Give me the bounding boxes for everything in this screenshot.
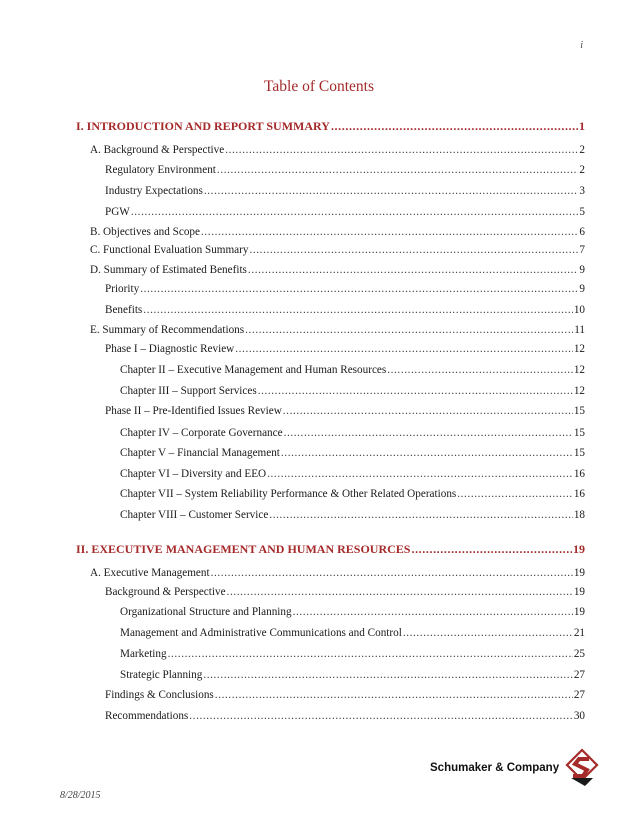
leader-dots — [267, 467, 573, 481]
leader-dots — [227, 585, 573, 599]
leader-dots — [189, 709, 573, 723]
leader-dots — [143, 303, 573, 317]
footer-date: 8/28/2015 — [60, 790, 101, 801]
brand-footer — [430, 748, 599, 788]
leader-dots — [283, 404, 573, 418]
toc-entry-chapter-1[interactable]: I. INTRODUCTION AND REPORT SUMMARY ..... 1 — [76, 119, 585, 133]
page-number: i — [580, 40, 583, 51]
toc-entry[interactable]: Chapter IV – Corporate Governance ..... 15 — [120, 426, 585, 440]
leader-dots — [403, 626, 573, 640]
toc-entry[interactable]: Phase II – Pre-Identified Issues Review ..... 15 — [105, 404, 585, 418]
leader-dots — [131, 205, 579, 219]
leader-dots — [211, 566, 573, 580]
toc-title: Table of Contents — [264, 78, 374, 95]
toc-entry[interactable]: Organizational Structure and Planning ..... 19 — [120, 605, 585, 619]
toc-entry[interactable]: Recommendations ..... 30 — [105, 709, 585, 723]
leader-dots — [217, 163, 578, 177]
toc-entry[interactable]: C. Functional Evaluation Summary ..... 7 — [90, 243, 585, 257]
toc-entry[interactable]: Chapter II – Executive Management and Human Resources ..... 12 — [120, 363, 585, 377]
leader-dots — [225, 143, 578, 157]
leader-dots — [293, 605, 573, 619]
toc-entry[interactable]: A. Executive Management ..... 19 — [90, 566, 585, 580]
toc-entry[interactable]: B. Objectives and Scope ..... 6 — [90, 225, 585, 239]
leader-dots — [168, 647, 573, 661]
s-diamond-logo-icon — [565, 748, 599, 788]
leader-dots — [248, 263, 578, 277]
toc-entry[interactable]: Strategic Planning ..... 27 — [120, 668, 585, 682]
toc-entry[interactable]: Chapter VIII – Customer Service ..... 18 — [120, 508, 585, 522]
toc-entry[interactable]: Chapter III – Support Services ..... 12 — [120, 384, 585, 398]
toc-entry-chapter-2[interactable]: II. EXECUTIVE MANAGEMENT AND HUMAN RESOURCES ..... 19 — [76, 542, 585, 556]
brand-name: Schumaker & Company — [430, 762, 560, 774]
toc-entry[interactable]: Benefits ..... 10 — [105, 303, 585, 317]
toc-entry[interactable]: Background & Perspective ..... 19 — [105, 585, 585, 599]
toc-entry[interactable]: A. Background & Perspective ..... 2 — [90, 143, 585, 157]
leader-dots — [215, 688, 573, 702]
leader-dots — [457, 487, 573, 501]
leader-dots — [331, 119, 578, 133]
leader-dots — [284, 426, 573, 440]
toc-entry[interactable]: Industry Expectations ..... 3 — [105, 184, 585, 198]
leader-dots — [140, 282, 578, 296]
leader-dots — [235, 342, 573, 356]
leader-dots — [249, 243, 578, 257]
toc-entry[interactable]: Regulatory Environment ..... 2 — [105, 163, 585, 177]
leader-dots — [203, 668, 572, 682]
toc-entry[interactable]: D. Summary of Estimated Benefits ..... 9 — [90, 263, 585, 277]
toc-entry[interactable]: E. Summary of Recommendations ..... 11 — [90, 323, 585, 337]
toc-entry[interactable]: Marketing ..... 25 — [120, 647, 585, 661]
toc-entry[interactable]: Findings & Conclusions ..... 27 — [105, 688, 585, 702]
toc-entry[interactable]: Chapter VI – Diversity and EEO ..... 16 — [120, 467, 585, 481]
leader-dots — [258, 384, 573, 398]
leader-dots — [387, 363, 573, 377]
toc-entry[interactable]: Priority ..... 9 — [105, 282, 585, 296]
leader-dots — [411, 542, 572, 556]
toc-entry[interactable]: Management and Administrative Communications and Control ..... 21 — [120, 626, 585, 640]
toc-entry[interactable]: PGW ..... 5 — [105, 205, 585, 219]
leader-dots — [204, 184, 579, 198]
leader-dots — [269, 508, 573, 522]
toc-entry[interactable]: Chapter VII – System Reliability Performance & Other Related Operations ..... 16 — [120, 487, 585, 501]
toc-entry[interactable]: Chapter V – Financial Management ..... 15 — [120, 446, 585, 460]
leader-dots — [281, 446, 573, 460]
toc-entry[interactable]: Phase I – Diagnostic Review ..... 12 — [105, 342, 585, 356]
leader-dots — [201, 225, 578, 239]
leader-dots — [245, 323, 573, 337]
